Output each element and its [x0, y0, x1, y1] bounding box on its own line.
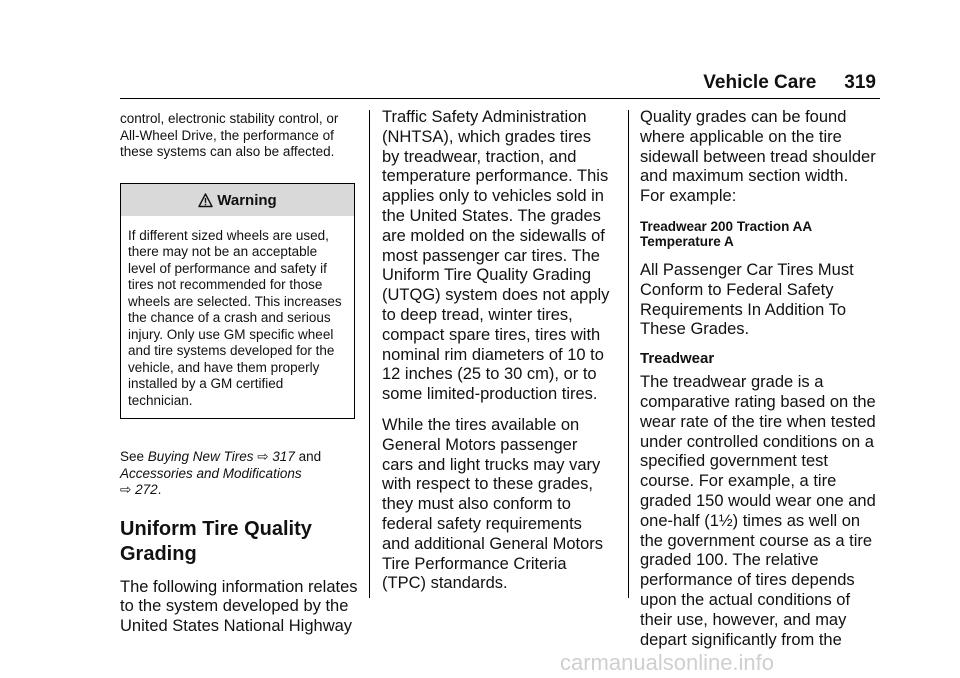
body-text: While the tires available on General Motors passenger cars and light trucks may vary with respect to these grades, they must also conform to federal safety requirements and additional General Motors Tire Performance Criteria (TPC) standards.	[382, 415, 604, 593]
section-title: Vehicle Care	[703, 72, 817, 93]
grade-example: Treadwear 200 Traction AA Temperature A	[640, 218, 812, 249]
warning-box	[120, 183, 355, 420]
warning-header	[121, 184, 354, 216]
page-header	[686, 72, 876, 94]
section-heading: Uniform Tire Quality Grading	[120, 517, 312, 565]
column-divider	[628, 110, 629, 598]
treadwear-heading: Treadwear	[640, 350, 715, 368]
header-rule	[120, 98, 880, 99]
body-text: The treadwear grade is a comparative rating based on the wear rate of the tire when tested under controlled conditions on a specified government test course. For example, a tire graded 150 would wear one and one-half (1½) times as well on the government course as a tire graded 100. The relative performance of tires depends upon the actual conditions of their use, however, and may depart significantly from the	[640, 373, 876, 649]
ref-page-272[interactable]: 272	[135, 482, 158, 497]
intro-text: control, electronic stability control, or All-Wheel Drive, the performance of these systems can also be affected.	[120, 111, 339, 159]
warning-title: Warning	[217, 191, 277, 209]
ref-arrow-icon: ⇨	[257, 449, 269, 464]
see-prefix: See	[120, 449, 148, 464]
column-2	[382, 108, 612, 594]
ref-arrow-icon: ⇨	[120, 482, 132, 497]
see-suffix: .	[157, 482, 162, 497]
column-1	[120, 111, 360, 637]
warning-triangle-icon	[198, 193, 213, 208]
cross-reference	[120, 449, 360, 499]
body-text: Traffic Safety Administration (NHTSA), which grades tires by treadwear, traction, and temperature performance. This applies only to vehicles sold in the United States. The grades are molded on the sidewalls of most passenger car tires. The Uniform Tire Quality Grading (UTQG) system does not apply to deep tread, winter tires, compact spare tires, tires with nominal rim diameters of 10 to 12 inches (25 to 30 cm), or to some limited-production tires.	[382, 108, 610, 404]
watermark: carmanualsonline.info	[560, 650, 775, 675]
ref-accessories-modifications[interactable]: Accessories and Modifications	[120, 465, 302, 481]
body-text: The following information relates to the system developed by the United States National Highway	[120, 577, 358, 636]
ref-buying-new-tires[interactable]: Buying New Tires	[147, 449, 254, 464]
page-number: 319	[844, 72, 876, 93]
column-3	[640, 108, 876, 650]
warning-body: If different sized wheels are used, there may not be an acceptable level of performance and safety if tires not recommended for those wheels are selected. This increases the chance of a crash and serious injury. Only use GM specific wheel and tire systems developed for the vehicle, and have them properly installed by a GM certified technician.	[128, 227, 342, 408]
ref-page-317[interactable]: 317	[272, 449, 295, 464]
body-text: Quality grades can be found where applicable on the tire sidewall between tread shoulder and maximum section width. For example:	[640, 108, 876, 206]
body-text: All Passenger Car Tires Must Conform to Federal Safety Requirements In Addition To These Grades.	[640, 260, 854, 339]
see-connector: and	[294, 449, 322, 464]
column-divider	[369, 110, 370, 598]
